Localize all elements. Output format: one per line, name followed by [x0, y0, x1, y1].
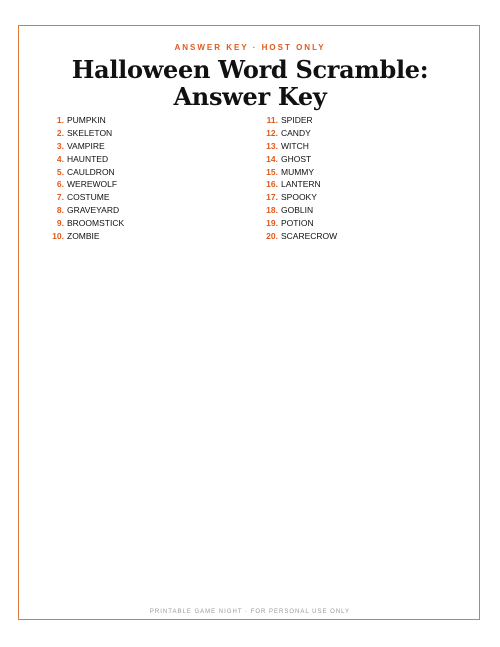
answer-item: [44, 178, 124, 191]
answers-column-right: [258, 114, 337, 243]
answer-item: [44, 114, 124, 127]
answer-item: [44, 127, 124, 140]
answer-number: 6.: [56, 179, 64, 190]
answer-item: [44, 204, 124, 217]
answer-item: [258, 127, 337, 140]
answer-item: [258, 230, 337, 243]
answer-number: 8.: [56, 205, 64, 216]
answer-number: 17.: [266, 192, 278, 203]
answer-item: [258, 114, 337, 127]
answer-word: GOBLIN: [281, 205, 314, 216]
answer-word: SPOOKY: [281, 192, 317, 203]
answer-number: 15.: [266, 166, 278, 177]
answer-word: BROOMSTICK: [67, 218, 125, 229]
answer-word: HAUNTED: [67, 153, 109, 164]
answer-word: GHOST: [281, 153, 312, 164]
page-title: [0, 56, 500, 110]
answer-word: PUMPKIN: [67, 115, 106, 125]
answer-number: 5.: [56, 166, 64, 177]
answer-number: 13.: [266, 140, 278, 151]
answer-word: ZOMBIE: [67, 231, 100, 242]
answer-word: WITCH: [281, 140, 309, 151]
answer-number: 14.: [266, 153, 278, 164]
answer-number: 20.: [266, 231, 278, 242]
answer-word: CAULDRON: [67, 166, 115, 177]
answers-column-left: [44, 114, 124, 243]
eyebrow-label: ANSWER KEY · HOST ONLY: [174, 43, 326, 52]
answer-word: SPIDER: [281, 115, 313, 125]
answer-number: 4.: [56, 153, 64, 164]
answer-word: WEREWOLF: [67, 179, 118, 190]
answer-number: 11.: [266, 115, 278, 125]
answer-number: 3.: [56, 140, 64, 151]
answer-number: 12.: [266, 127, 278, 138]
answer-number: 2.: [56, 127, 64, 138]
answer-number: 10.: [52, 231, 64, 242]
title-line-1: Halloween Word Scramble:: [71, 55, 429, 84]
answer-item: [44, 191, 124, 204]
answer-word: SCARECROW: [281, 231, 338, 242]
answer-number: 18.: [266, 205, 278, 216]
footer-note: PRINTABLE GAME NIGHT · FOR PERSONAL USE ONLY: [149, 609, 351, 615]
answer-item: [44, 166, 124, 179]
answer-number: 19.: [266, 218, 278, 229]
answer-word: POTION: [281, 218, 314, 229]
answer-number: 16.: [266, 179, 278, 190]
answer-item: [258, 166, 337, 179]
answer-word: CANDY: [281, 127, 311, 138]
answer-item: [258, 178, 337, 191]
answer-number: 9.: [56, 218, 64, 229]
title-line-2: Answer Key: [173, 82, 327, 111]
answer-item: [44, 230, 124, 243]
answer-item: [44, 153, 124, 166]
answer-word: COSTUME: [67, 192, 110, 203]
answer-item: [44, 140, 124, 153]
answer-word: MUMMY: [281, 166, 315, 177]
answer-item: [258, 153, 337, 166]
answer-item: [258, 204, 337, 217]
answer-item: [258, 191, 337, 204]
answer-word: GRAVEYARD: [67, 205, 120, 216]
answer-number: 7.: [56, 192, 64, 203]
answer-word: VAMPIRE: [67, 140, 105, 151]
answer-item: [258, 140, 337, 153]
answer-item: [258, 217, 337, 230]
answer-item: [44, 217, 124, 230]
answer-word: LANTERN: [281, 179, 321, 190]
answer-word: SKELETON: [67, 127, 113, 138]
answer-number: 1.: [56, 115, 64, 125]
